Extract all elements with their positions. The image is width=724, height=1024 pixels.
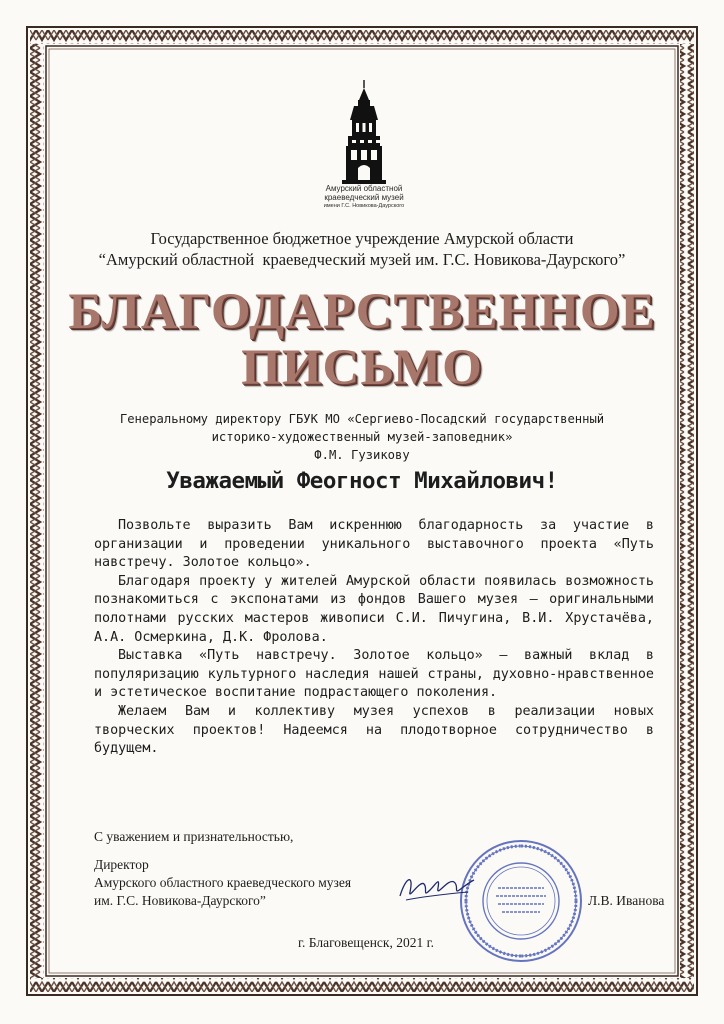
body-paragraph-3: Выставка «Путь навстречу. Золотое кольцо» – важный вклад в популяризацию культурного наследия нашей страны, духовно-нравственное и эстетическое воспитание подрастающего поколения. <box>94 648 654 701</box>
letter-body <box>94 517 654 759</box>
addressee-block <box>90 410 634 464</box>
addressee-line-3: Ф.М. Гузикову <box>314 448 410 462</box>
addressee-line-2: историко-художественный музей-заповедник» <box>211 430 513 444</box>
document-title-line2: ПИСЬМО <box>241 340 483 396</box>
logo-caption-line3: имени Г.С. Новикова-Даурского <box>323 203 405 209</box>
body-paragraph-4: Желаем Вам и коллективу музея успехов в реализации новых творческих проектов! Надеемся на плодотворное сотрудничество в будущем. <box>94 703 654 757</box>
museum-logo <box>322 80 406 215</box>
museum-tower-icon <box>334 80 394 184</box>
closing-phrase: С уважением и признательностью, <box>94 829 294 844</box>
director-block <box>94 856 351 910</box>
organization-header <box>60 228 664 270</box>
director-title: Директор <box>94 857 149 872</box>
director-org-line1: Амурского областного краеведческого музея <box>94 875 352 890</box>
logo-caption-line2: краеведческий музей <box>324 192 404 202</box>
director-name: Л.В. Иванова <box>588 893 665 908</box>
org-line-1: Государственное бюджетное учреждение Амурской области <box>150 229 574 248</box>
director-org-line2: им. Г.С. Новикова-Даурского” <box>94 893 266 908</box>
addressee-line-1: Генеральному директору ГБУК МО «Сергиево-Посадский государственный <box>119 412 605 426</box>
city-and-date: г. Благовещенск, 2021 г. <box>298 935 434 950</box>
document-title-line1: БЛАГОДАРСТВЕННОЕ <box>68 284 656 340</box>
logo-caption <box>322 185 406 211</box>
greeting: Уважаемый Феогност Михайлович! <box>166 468 558 494</box>
org-line-2: “Амурский областной краеведческий музей им. Г.С. Новикова-Даурского” <box>98 250 626 269</box>
body-paragraph-2: Благодаря проекту у жителей Амурской области появилась возможность познакомиться с экспонатами из фондов Вашего музея – оригинальными полотнами русских мастеров живописи С.И. Пичугина, В.И. Хрустачёва, А.А. Осмеркина, Д.К. Фролова. <box>94 573 654 645</box>
director-signature <box>396 866 476 908</box>
body-paragraph-1: Позвольте выразить Вам искреннюю благодарность за участие в организации и проведении уникального выставочного проекта «Путь навстречу. Золотое кольцо». <box>94 518 654 571</box>
logo-caption-line1: Амурский областной <box>325 184 403 193</box>
